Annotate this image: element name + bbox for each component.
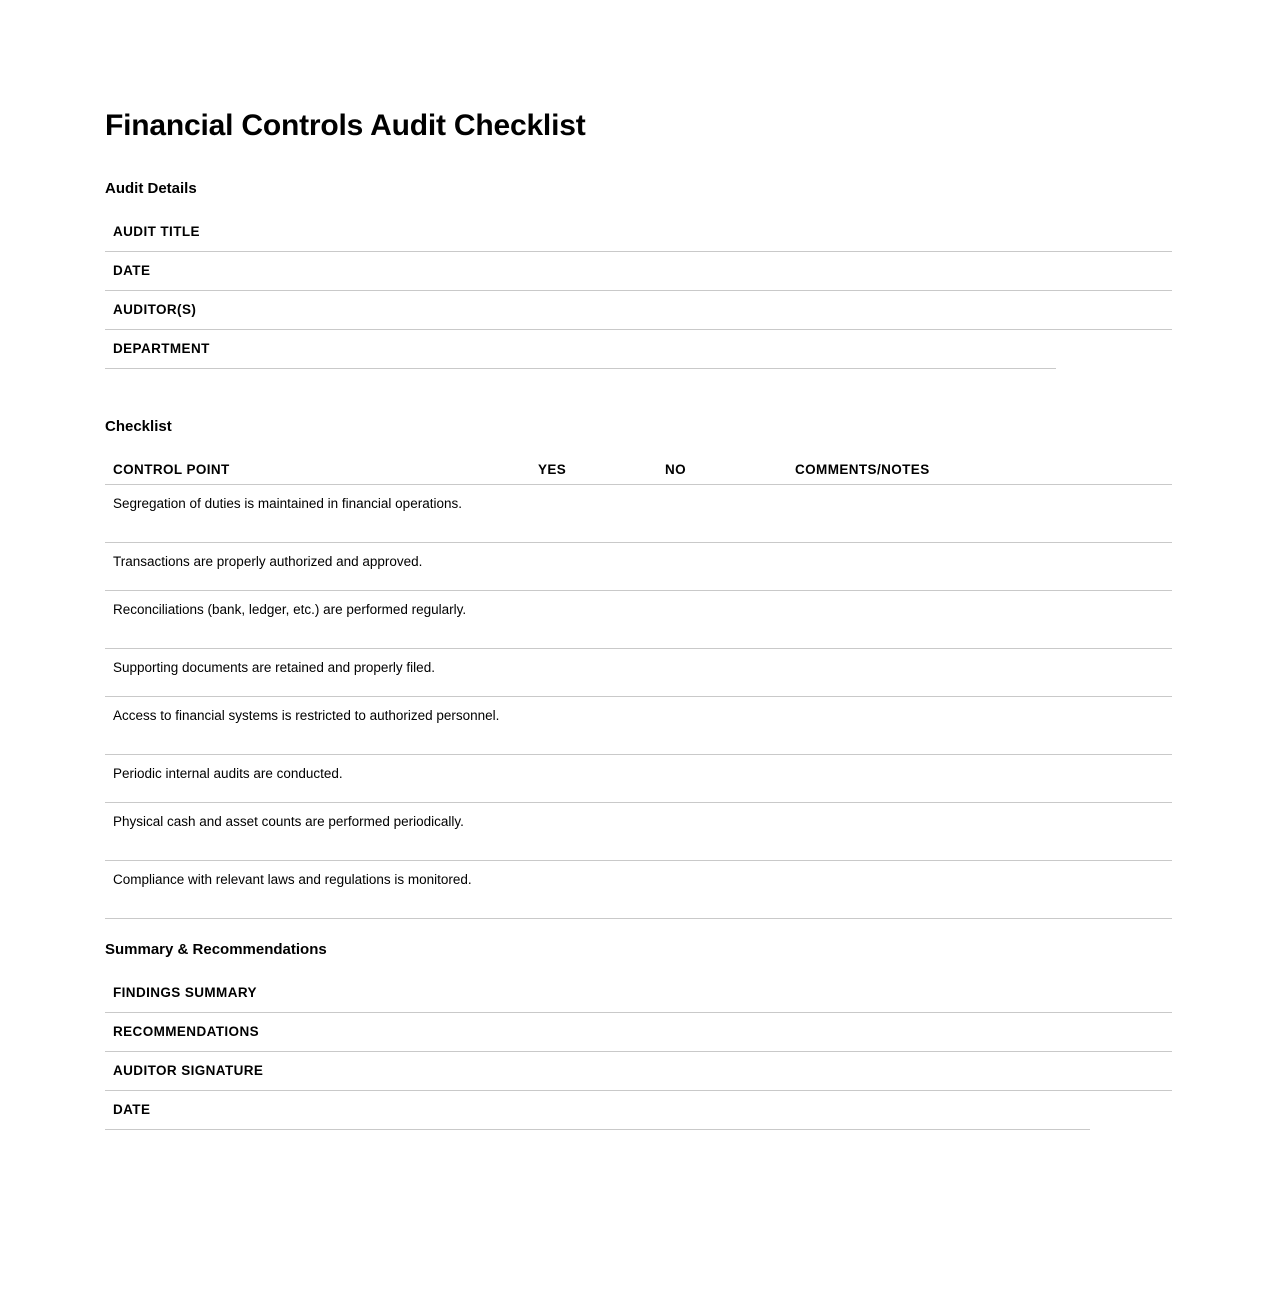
field-label: DATE <box>113 1102 151 1117</box>
field-label: DATE <box>113 263 151 278</box>
audit-details-table <box>105 213 1172 369</box>
audit-details-row-department[interactable] <box>105 330 1172 369</box>
control-point-text: Reconciliations (bank, ledger, etc.) are performed regularly. <box>113 602 467 617</box>
field-label: FINDINGS SUMMARY <box>113 985 257 1000</box>
summary-row-recommendations[interactable] <box>105 1013 1172 1052</box>
summary-row-findings-summary[interactable] <box>105 974 1172 1013</box>
control-point-text: Physical cash and asset counts are performed periodically. <box>113 814 464 829</box>
column-header-comments: COMMENTS/NOTES <box>795 462 930 477</box>
page-title: Financial Controls Audit Checklist <box>105 109 586 143</box>
control-point-text: Segregation of duties is maintained in financial operations. <box>113 496 462 511</box>
control-point-text: Periodic internal audits are conducted. <box>113 766 343 781</box>
field-label: AUDITOR SIGNATURE <box>113 1063 264 1078</box>
field-label: AUDIT TITLE <box>113 224 200 239</box>
table-row[interactable] <box>105 803 1172 861</box>
audit-details-row-audit-title[interactable] <box>105 213 1172 252</box>
summary-row-date[interactable] <box>105 1091 1172 1130</box>
field-label: RECOMMENDATIONS <box>113 1024 259 1039</box>
column-header-no: NO <box>665 462 687 477</box>
table-row[interactable] <box>105 649 1172 697</box>
control-point-text: Access to financial systems is restricted to authorized personnel. <box>113 708 500 723</box>
table-row[interactable] <box>105 755 1172 803</box>
control-point-text: Transactions are properly authorized and approved. <box>113 554 423 569</box>
section-heading-checklist: Checklist <box>105 418 172 436</box>
control-point-text: Supporting documents are retained and properly filed. <box>113 660 435 675</box>
audit-details-row-date[interactable] <box>105 252 1172 291</box>
checklist-table <box>105 455 1172 919</box>
field-label: AUDITOR(S) <box>113 302 197 317</box>
table-row[interactable] <box>105 697 1172 755</box>
section-heading-audit-details: Audit Details <box>105 180 197 198</box>
checklist-header-row <box>105 455 1172 485</box>
table-row[interactable] <box>105 543 1172 591</box>
control-point-text: Compliance with relevant laws and regulations is monitored. <box>113 872 472 887</box>
audit-details-row-auditors[interactable] <box>105 291 1172 330</box>
column-header-control-point: CONTROL POINT <box>113 462 230 477</box>
table-row[interactable] <box>105 861 1172 919</box>
table-row[interactable] <box>105 485 1172 543</box>
section-heading-summary-recommendations: Summary & Recommendations <box>105 941 327 959</box>
summary-row-auditor-signature[interactable] <box>105 1052 1172 1091</box>
table-row[interactable] <box>105 591 1172 649</box>
field-label: DEPARTMENT <box>113 341 210 356</box>
summary-recommendations-table <box>105 974 1172 1130</box>
column-header-yes: YES <box>538 462 567 477</box>
